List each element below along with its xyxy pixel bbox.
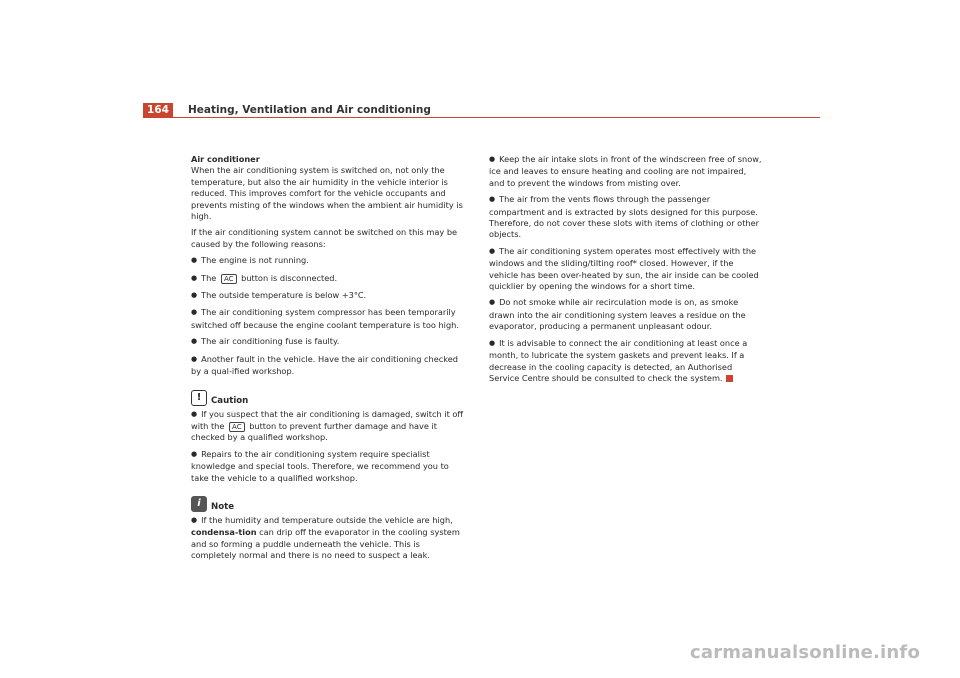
list-item: ● The air conditioning fuse is faulty.	[191, 336, 466, 348]
list-item: ● Keep the air intake slots in front of the windscreen free of snow, ice and leaves to ensure heating and cooling are not impaired, and to prevent the windows from misting over.	[489, 154, 764, 189]
note-header	[191, 496, 466, 512]
list-item: ● The AC button is disconnected.	[191, 273, 466, 285]
caution-title: Caution	[211, 395, 249, 406]
list-item: ● The air from the vents flows through the passenger compartment and is extracted by slots designed for this purpose. Therefore, do not cover these slots with items of clothing or other objects.	[489, 194, 764, 241]
chapter-title: Heating, Ventilation and Air conditioning	[188, 104, 431, 116]
watermark: carmanualsonline.info	[690, 642, 921, 663]
list-item: ● Another fault in the vehicle. Have the air conditioning checked by a qual-ified workshop.	[191, 354, 466, 378]
right-column	[489, 154, 764, 384]
note-title: Note	[211, 501, 235, 512]
section-end-icon	[726, 375, 733, 382]
list-item: ● Do not smoke while air recirculation mode is on, as smoke drawn into the air conditioning system leaves a residue on the evaporator, producing a permanent unpleasant odour.	[489, 297, 764, 332]
list-item: ● Repairs to the air conditioning system require specialist knowledge and special tools. Therefore, we recommend you to take the vehicle to a qualified workshop.	[191, 449, 466, 484]
ac-key-icon: AC	[229, 422, 245, 432]
list-item: ● If you suspect that the air conditioning is damaged, switch it off with the AC button to prevent further damage and have it checked by a qualified workshop.	[191, 409, 466, 444]
list-item: ● If the humidity and temperature outside the vehicle are high, condensa-tion can drip off the evaporator in the cooling system and so forming a puddle underneath the vehicle. This is completely normal and there is no need to suspect a leak.	[191, 515, 466, 562]
note-icon: i	[191, 496, 207, 512]
section-heading: Air conditioner	[191, 154, 260, 164]
ac-key-icon: AC	[221, 274, 237, 284]
header-rule	[173, 117, 820, 118]
exclamation-icon: !	[191, 390, 207, 406]
list-item: ● The air conditioning system compressor has been temporarily switched off because the engine coolant temperature is too high.	[191, 307, 466, 331]
list-item: ● It is advisable to connect the air conditioning at least once a month, to lubricate the system gaskets and prevent leaks. If a decrease in the cooling capacity is detected, an Authorised Service Centre should be consulted to check the system.	[489, 338, 764, 385]
list-item: ● The engine is not running.	[191, 255, 466, 267]
page-header	[143, 103, 820, 118]
list-item: ● The air conditioning system operates most effectively with the windows and the sliding/tilting roof* closed. However, if the vehicle has been over-heated by sun, the air inside can be cooled quicklier by opening the windows for a short time.	[489, 246, 764, 293]
intro-paragraph: When the air conditioning system is switched on, not only the temperature, but also the air humidity in the vehicle interior is reduced. This improves comfort for the vehicle occupants and prevents misting of the windows when the ambient air humidity is high.	[191, 165, 463, 222]
reasons-paragraph: If the air conditioning system cannot be switched on this may be caused by the following reasons:	[191, 227, 458, 249]
left-column	[191, 154, 466, 562]
list-item: ● The outside temperature is below +3°C.	[191, 290, 466, 302]
page-number: 164	[143, 103, 173, 118]
caution-header	[191, 390, 466, 406]
